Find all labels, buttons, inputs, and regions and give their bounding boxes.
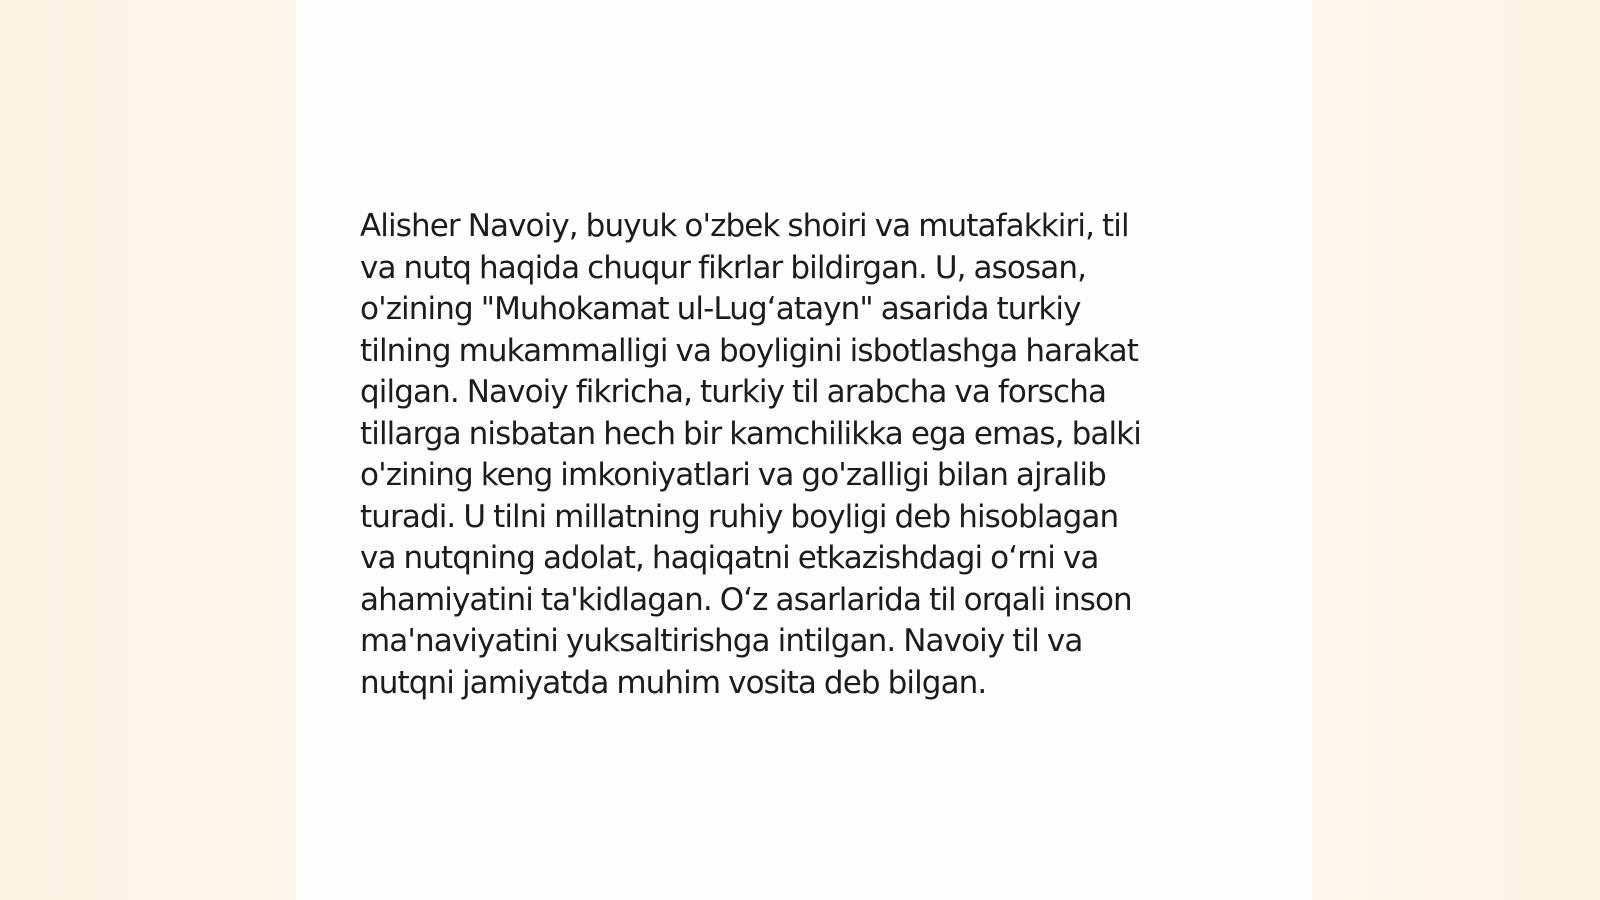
slide-canvas xyxy=(296,0,1312,900)
body-text-line: turadi. U tilni millatning ruhiy boyligi deb hisoblagan xyxy=(360,498,1119,535)
body-text-line: ahamiyatini ta'kidlagan. O‘z asarlarida til orqali inson xyxy=(360,581,1132,618)
right-background-panel xyxy=(1312,0,1600,900)
body-text-line: va nutqning adolat, haqiqatni etkazishdagi o‘rni va xyxy=(360,540,1099,576)
body-text-line: qilgan. Navoiy fikricha, turkiy til arabcha va forscha xyxy=(360,374,1107,410)
body-text-line: o'zining "Muhokamat ul-Lug‘atayn" asarida turkiy xyxy=(360,291,1081,327)
body-text-line: ma'naviyatini yuksaltirishga intilgan. Navoiy til va xyxy=(360,623,1083,659)
left-background-panel xyxy=(0,0,296,900)
body-text-line: Alisher Navoiy, buyuk o'zbek shoiri va mutafakkiri, til xyxy=(360,208,1129,244)
body-text-line: tilning mukammalligi va boyligini isbotlashga harakat xyxy=(360,332,1139,369)
body-text-line: va nutq haqida chuqur fikrlar bildirgan. U, asosan, xyxy=(360,249,1087,286)
body-text-line: tillarga nisbatan hech bir kamchilikka ega emas, balki xyxy=(360,415,1141,452)
body-text-line: nutqni jamiyatda muhim vosita deb bilgan. xyxy=(360,664,987,701)
body-text-line: o'zining keng imkoniyatlari va go'zalligi bilan ajralib xyxy=(360,457,1106,493)
slide-body-text xyxy=(360,206,1240,704)
